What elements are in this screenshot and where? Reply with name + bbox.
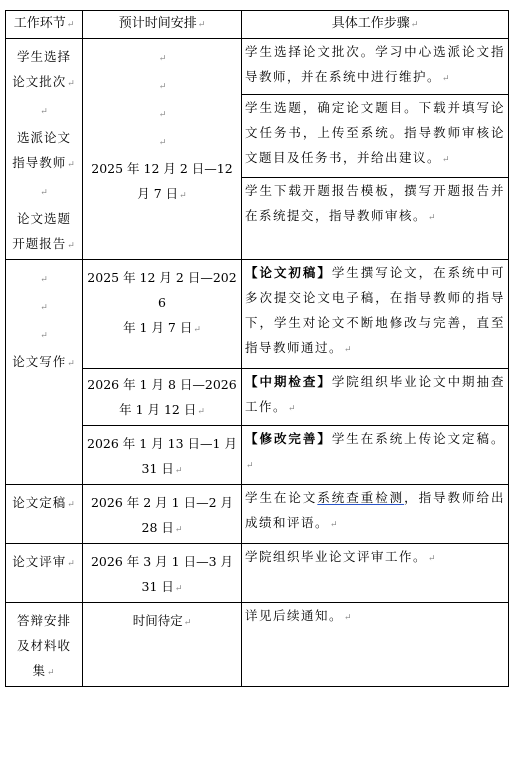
time-cell: 2026 年 2 月 1 日—2 月 28 日↵ [83, 485, 242, 544]
stage-cell: 论文评审↵ [6, 544, 83, 603]
step-cell: 学生在论文系统查重检测，指导教师给出成绩和评语。↵ [242, 485, 509, 544]
stage-cell: 论文定稿↵ [6, 485, 83, 544]
thesis-schedule-table [5, 10, 509, 687]
time-cell: 时间待定↵ [83, 603, 242, 687]
step-cell: 学生选择论文批次。学习中心选派论文指导教师，并在系统中进行维护。↵ [242, 39, 509, 95]
step-cell: 学生下载开题报告模板，撰写开题报告并在系统提交，指导教师审核。↵ [242, 178, 509, 260]
table-row [6, 603, 509, 687]
step-cell: 学院组织毕业论文评审工作。↵ [242, 544, 509, 603]
time-cell: 2026 年 1 月 13 日—1 月 31 日↵ [83, 426, 242, 485]
stage-cell: ↵ ↵ ↵ 论文写作↵ [6, 260, 83, 485]
header-time: 预计时间安排↵ [83, 11, 242, 39]
header-row [6, 11, 509, 39]
time-cell: 2026 年 1 月 8 日—2026 年 1 月 12 日↵ [83, 369, 242, 426]
step-cell: 【修改完善】学生在系统上传论文定稿。↵ [242, 426, 509, 485]
table-row [6, 39, 509, 95]
step-cell: 详见后续通知。↵ [242, 603, 509, 687]
time-cell: 2025 年 12 月 2 日—2026 年 1 月 7 日↵ [83, 260, 242, 369]
header-stage: 工作环节↵ [6, 11, 83, 39]
plagiarism-check-link: 系统查重检测 [317, 490, 405, 505]
time-cell: ↵ ↵ ↵ ↵ 2025 年 12 月 2 日—12 月 7 日↵ [83, 39, 242, 260]
step-cell: 【论文初稿】学生撰写论文，在系统中可多次提交论文电子稿，在指导教师的指导下，学生对论文不断地修改与完善，直至指导教师通过。↵ [242, 260, 509, 369]
time-cell: 2026 年 3 月 1 日—3 月 31 日↵ [83, 544, 242, 603]
stage-cell: 学生选择 论文批次↵ ↵ 选派论文 指导教师↵ ↵ 论文选题 开题报告↵ [6, 39, 83, 260]
step-cell: 【中期检查】学院组织毕业论文中期抽查工作。↵ [242, 369, 509, 426]
table-row [6, 260, 509, 369]
step-cell: 学生选题，确定论文题目。下载并填写论文任务书，上传至系统。指导教师审核论文题目及任务书，并给出建议。↵ [242, 95, 509, 178]
table-row [6, 544, 509, 603]
header-steps: 具体工作步骤↵ [242, 11, 509, 39]
stage-cell: 答辩安排 及材料收 集↵ [6, 603, 83, 687]
table-row [6, 485, 509, 544]
